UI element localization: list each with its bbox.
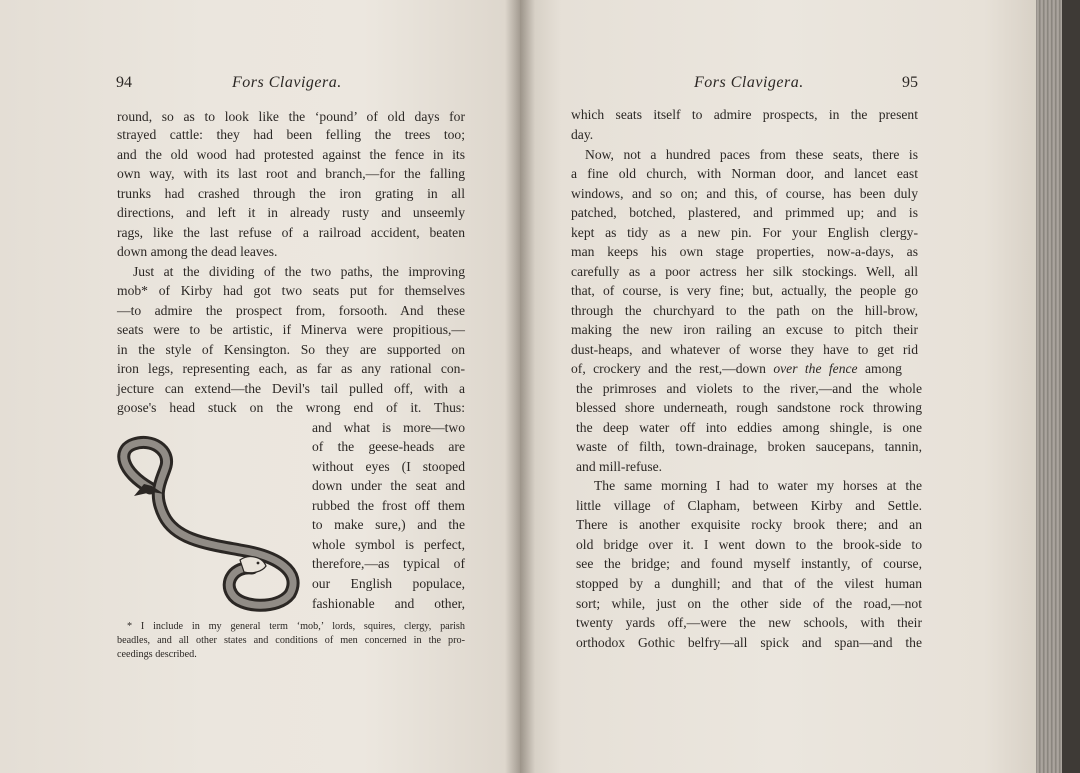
text-line: the primroses and violets to the river,—and the whole (576, 381, 922, 396)
text-line: There is another exquisite rocky brook there; and an (576, 517, 922, 532)
italic-phrase: over the fence (773, 361, 858, 376)
text-line: through the churchyard to the path on the hill-brow, (571, 303, 918, 318)
text-line: trunks had crashed through the iron grating in all (117, 186, 465, 201)
text-line: dust-heaps, and whatever of worse they have to get rid (571, 342, 918, 357)
text-span: among (857, 361, 902, 376)
text-line: windows, and so on; and this, of course, has been duly (571, 186, 918, 201)
text-line: our English populace, (312, 576, 465, 591)
text-line (571, 360, 918, 379)
text-line: orthodox Gothic belfry—all spick and span—and the (576, 635, 922, 650)
left-running-title (232, 74, 342, 92)
text-line: directions, and left it in already rusty and unseemly (117, 205, 465, 220)
text-line: jecture can extend—the Devil's tail pulled off, with a (117, 381, 465, 396)
text-line: patched, botched, plastered, and primmed up; and is (571, 205, 918, 220)
text-line: goose's head stuck on the wrong end of it. Thus: (117, 400, 465, 415)
text-line: seats were to be artistic, if Minerva were propitious,— (117, 322, 465, 337)
text-line: old bridge over it. I went down to the brook-side to (576, 537, 922, 552)
text-line: round, so as to look like the ‘pound’ of old days for (117, 109, 465, 124)
text-span: of, crockery and the rest,—down (571, 361, 774, 376)
text-line: of the geese-heads are (312, 439, 465, 454)
right-running-title (694, 74, 804, 92)
page-number-text: 95 (902, 74, 918, 91)
text-line: beadles, and all other states and conditions of men concerned in the pro- (117, 635, 465, 646)
running-title-text: Fors Clavigera. (694, 74, 804, 91)
text-line: in the style of Kensington. So they are supported on (117, 342, 465, 357)
text-line: rubbed the frost off them (312, 498, 465, 513)
text-line: blessed shore underneath, rough sandstone rock throwing (576, 400, 922, 415)
text-line: * I include in my general term ‘mob,’ lords, squires, clergy, parish (127, 621, 465, 632)
text-line: making the new iron railing an excuse to pitch their (571, 322, 918, 337)
book-gutter (505, 0, 535, 773)
page-number-text: 94 (116, 74, 132, 91)
text-line: ceedings described. (117, 649, 197, 660)
text-line: stopped by a dunghill; and that of the vilest human (576, 576, 922, 591)
text-line: waste of filth, town-drainage, broken saucepans, tannin, (576, 439, 922, 454)
text-line: down among the dead leaves. (117, 244, 278, 259)
text-line: twenty yards off,—were the new schools, with their (576, 615, 922, 630)
book-cover-edge (1062, 0, 1080, 773)
text-line: sort; while, just on the other side of the road,—not (576, 596, 922, 611)
text-line: The same morning I had to water my horses at the (594, 478, 922, 493)
text-line: whole symbol is perfect, (312, 537, 465, 552)
text-line: man keeps his own stage properties, now-a-days, as (571, 244, 918, 259)
text-line: a fine old church, with Norman door, and lancet east (571, 166, 918, 181)
text-line: and what is more—two (312, 420, 465, 435)
text-line: kept as tidy as a new pin. For your English clergy- (571, 225, 918, 240)
text-line: see the bridge; and found myself instantly, of course, (576, 556, 922, 571)
text-line: that, of course, is very fine; but, actually, the people go (571, 283, 918, 298)
text-line: day. (571, 127, 594, 142)
text-line: and the old wood had protested against the fence in its (117, 147, 465, 162)
running-title-text: Fors Clavigera. (232, 74, 342, 91)
text-line: strayed cattle: they had been felling the trees too; (117, 127, 465, 142)
text-line: rags, like the last refuse of a railroad accident, beaten (117, 225, 465, 240)
text-line: fashionable and other, (312, 596, 465, 611)
text-line: Now, not a hundred paces from these seats, there is (585, 147, 918, 162)
text-line: down under the seat and (312, 478, 465, 493)
text-line: iron legs, representing each, as far as any rational con- (117, 361, 465, 376)
text-line: therefore,—as typical of (312, 556, 465, 571)
text-line: without eyes (I stooped (312, 459, 465, 474)
text-line: mob* of Kirby had got two seats put for themselves (117, 283, 465, 298)
text-line: which seats itself to admire prospects, in the present (571, 107, 918, 122)
text-line: the deep water off into eddies among shingle, is one (576, 420, 922, 435)
text-line: carefully as a poor actress her silk stockings. Well, all (571, 264, 918, 279)
text-line: Just at the dividing of the two paths, the improving (133, 264, 465, 279)
text-line: to make sure,) and the (312, 517, 465, 532)
right-page-number (902, 74, 918, 92)
left-page-number (116, 74, 132, 92)
serpent-illustration (112, 432, 308, 612)
text-line: and mill-refuse. (576, 459, 663, 474)
text-line: —to admire the prospect from, forsooth. And these (117, 303, 465, 318)
text-line: own way, with its last root and branch,—for the falling (117, 166, 465, 181)
text-line: little village of Clapham, between Kirby and Settle. (576, 498, 922, 513)
